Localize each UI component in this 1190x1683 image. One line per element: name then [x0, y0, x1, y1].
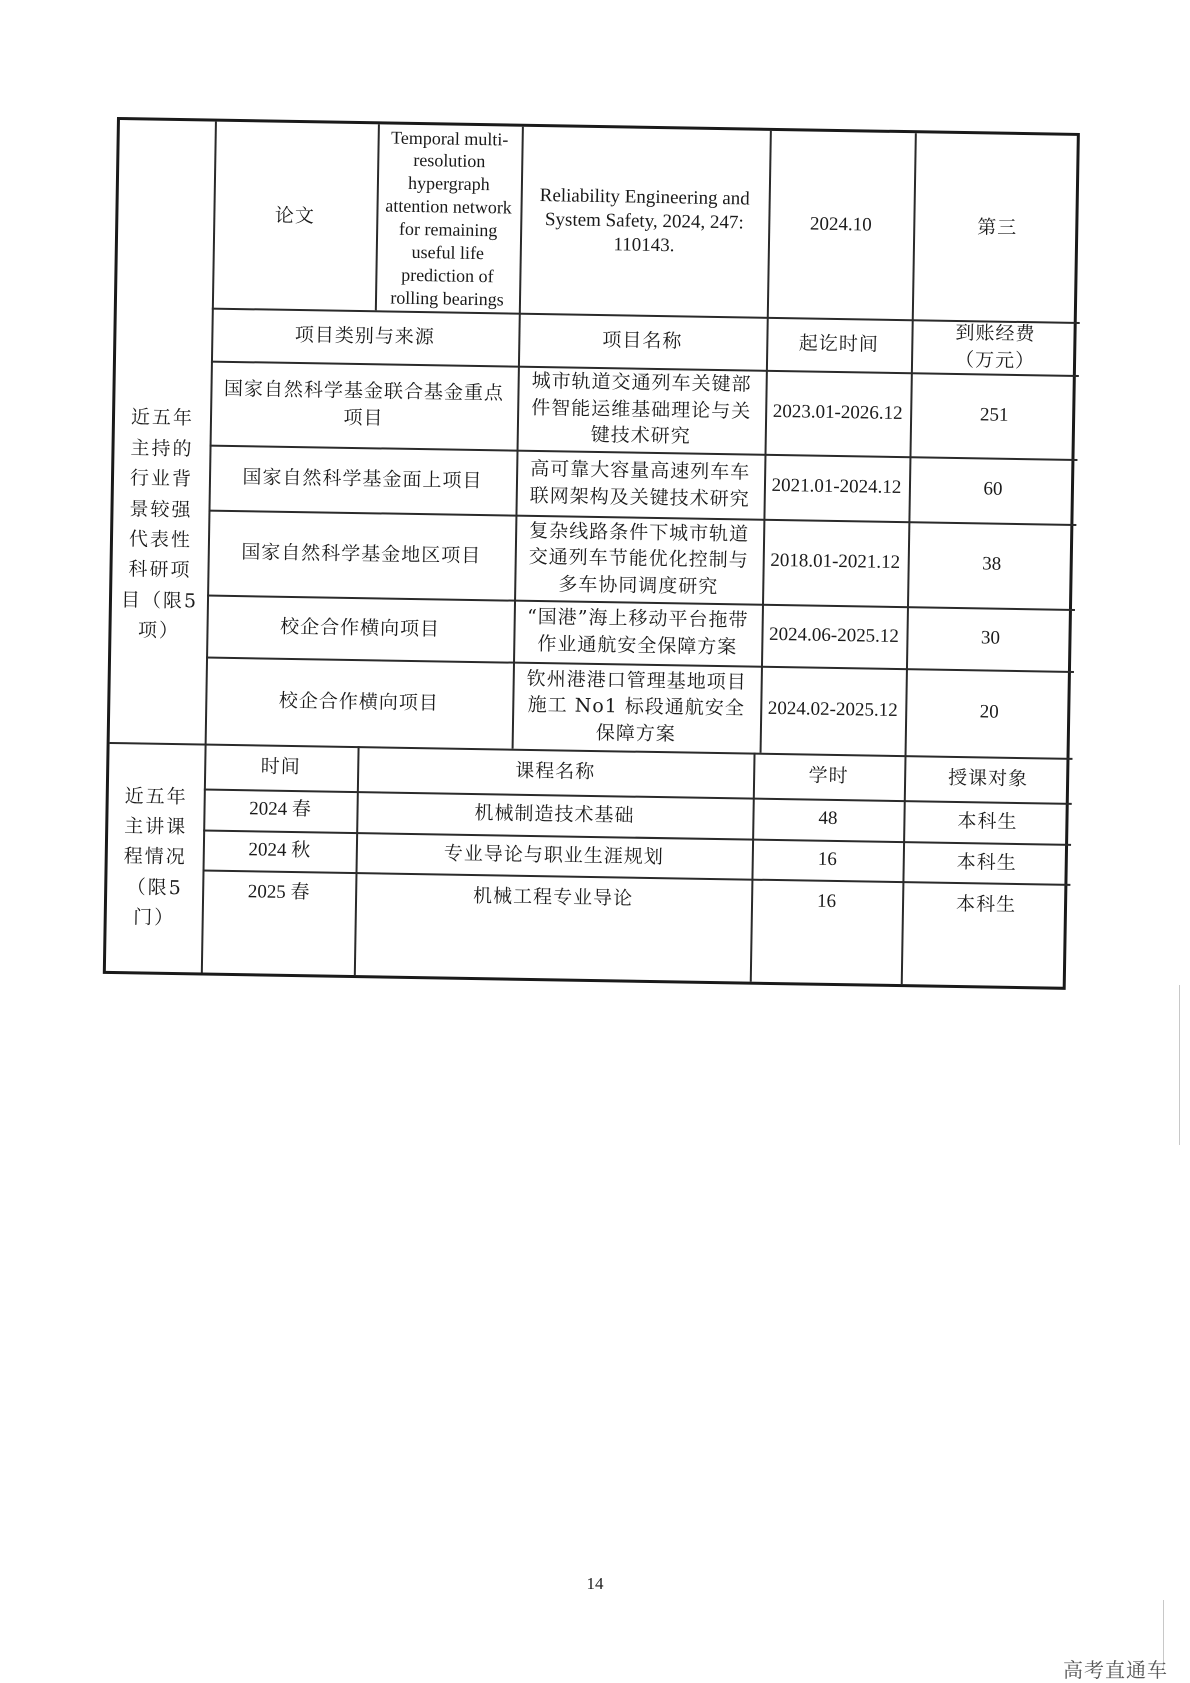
paper-journal: Reliability Engineering and System Safety, 2024, 247: 110143.: [539, 184, 750, 257]
project-period: 2023.01-2026.12: [772, 400, 903, 424]
header-course-time: 时间: [260, 755, 301, 779]
course-hours: 48: [818, 807, 838, 830]
project-source: 国家自然科学基金地区项目: [241, 541, 482, 568]
course-hours: 16: [817, 848, 837, 870]
project-source: 校企合作横向项目: [279, 615, 441, 641]
project-funds: 251: [979, 404, 1009, 426]
course-time: 2024 春: [248, 798, 312, 821]
project-period: 2021.01-2024.12: [771, 475, 902, 499]
project-name: 城市轨道交通列车关键部件智能运维基础理论与关键技术研究: [531, 370, 752, 448]
header-project-source: 项目类别与来源: [294, 324, 436, 349]
project-source: 国家自然科学基金联合基金重点项目: [223, 378, 505, 430]
project-funds: 20: [979, 701, 999, 723]
project-source: 国家自然科学基金面上项目: [242, 466, 483, 493]
courses-section-label: 近五年主讲课程情况（限5门）: [123, 784, 188, 930]
header-project-name: 项目名称: [602, 329, 683, 353]
header-course-hours: 学时: [808, 764, 849, 788]
course-audience: 本科生: [957, 810, 1018, 834]
project-funds: 30: [980, 627, 1001, 649]
course-hours: 16: [816, 890, 837, 913]
paper-title: Temporal multi-resolution hypergraph attention network for remaining useful life prediction of rolling bearings: [385, 127, 512, 310]
page-number: 14: [586, 1574, 604, 1593]
watermark: 高考直通车: [1063, 1658, 1168, 1682]
project-name: 复杂线路条件下城市轨道交通列车节能优化控制与多车协同调度研究: [528, 519, 750, 598]
paper-rank: 第三: [977, 215, 1018, 239]
project-funds: 60: [983, 478, 1003, 500]
project-name: “国港”海上移动平台拖带作业通航安全保障方案: [526, 606, 749, 659]
course-time: 2025 春: [247, 881, 310, 904]
paper-type: 论文: [274, 204, 316, 227]
project-period: 2018.01-2021.12: [770, 550, 901, 574]
info-table: [103, 117, 1080, 990]
header-project-period: 起讫时间: [798, 332, 880, 356]
header-course-audience: 授课对象: [947, 767, 1029, 791]
project-period: 2024.06-2025.12: [768, 623, 900, 647]
project-name: 高可靠大容量高速列车车联网架构及关键技术研究: [529, 457, 751, 511]
project-funds: 38: [982, 553, 1002, 575]
course-audience: 本科生: [956, 850, 1017, 874]
header-course-name: 课程名称: [515, 759, 596, 784]
paper-date: 2024.10: [809, 213, 872, 236]
project-name: 钦州港港口管理基地项目施工 No1 标段通航安全保障方案: [526, 667, 747, 746]
course-name: 机械工程专业导论: [472, 885, 634, 910]
course-audience: 本科生: [955, 893, 1017, 917]
project-period: 2024.02-2025.12: [767, 698, 898, 722]
course-name: 专业导论与职业生涯规划: [443, 842, 664, 868]
scan-edge-mark: [1179, 985, 1180, 1145]
course-time: 2024 秋: [248, 838, 311, 862]
projects-section-label: 近五年主持的行业背景较强代表性科研项目（限5项）: [120, 406, 199, 643]
header-project-funds: 到账经费（万元）: [954, 321, 1036, 372]
project-source: 校企合作横向项目: [278, 689, 440, 715]
course-name: 机械制造技术基础: [474, 802, 635, 827]
